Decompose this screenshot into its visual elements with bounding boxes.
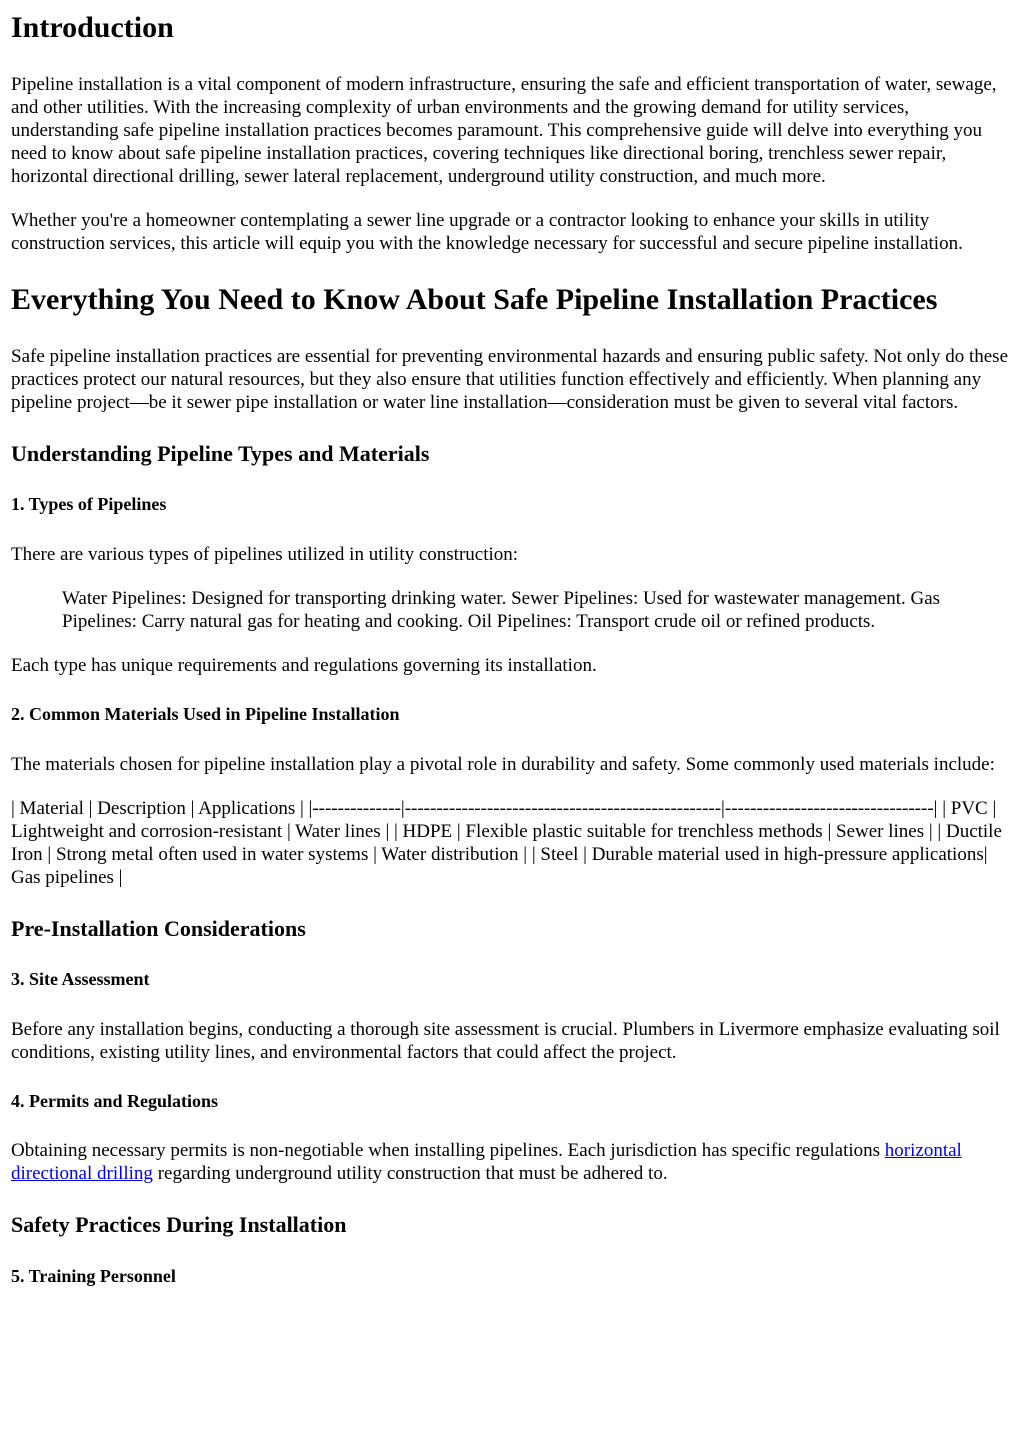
materials-heading: 2. Common Materials Used in Pipeline Installation xyxy=(11,703,400,724)
intro-paragraph-2: Whether you're a homeowner contemplating a sewer line upgrade or a contractor looking to enhance your skills in utility construction services, this article will equip you with the knowledge necessary for successful and secure pipeline installation. xyxy=(11,210,963,254)
types-intro: There are various types of pipelines utilized in utility construction: xyxy=(11,543,519,565)
permits-heading: 4. Permits and Regulations xyxy=(11,1090,218,1111)
intro-paragraph-1: Pipeline installation is a vital component of modern infrastructure, ensuring the safe and efficient transportation of water, sewage, and other utilities. With the increasing complexity of urban environments and the growing demand for utility services, understanding safe pipeline installation practices becomes paramount. This comprehensive guide will delve into everything you need to know about safe pipeline installation practices, covering techniques like directional boring, trenchless sewer repair, horizontal directional drilling, sewer lateral replacement, underground utility construction, and much more. xyxy=(11,74,997,187)
types-heading: 1. Types of Pipelines xyxy=(11,494,167,515)
article xyxy=(0,10,1024,1287)
types-outro: Each type has unique requirements and regulations governing its installation. xyxy=(11,654,597,676)
types-materials-heading: Understanding Pipeline Types and Materials xyxy=(11,441,430,466)
intro-heading: Introduction xyxy=(11,11,174,44)
materials-table-text: | Material | Description | Applications | |--------------|--------------------------------------------------|---------------------------------| | PVC | Lightweight and corrosion-resistant | Water lines | | HDPE | Flexible plastic suitable for trenchless methods | Sewer lines | | Ductile Iron | Strong metal often used in water systems | Water distribution | | Steel | Durable material used in high-pressure applications| Gas pipelines | xyxy=(11,797,1002,888)
pre-install-heading: Pre-Installation Considerations xyxy=(11,915,306,941)
materials-intro: The materials chosen for pipeline installation play a pivotal role in durability and safety. Some commonly used materials include: xyxy=(11,753,995,775)
main-heading: Everything You Need to Know About Safe Pipeline Installation Practices xyxy=(11,283,938,316)
site-assessment-text: Before any installation begins, conducting a thorough site assessment is crucial. Plumbers in Livermore emphasize evaluating soil conditions, existing utility lines, and environmental factors that could affect the project. xyxy=(11,1018,1000,1063)
permits-text-before: Obtaining necessary permits is non-negotiable when installing pipelines. Each jurisdiction has specific regulations xyxy=(11,1140,885,1162)
training-heading: 5. Training Personnel xyxy=(11,1265,176,1286)
types-list: Water Pipelines: Designed for transporting drinking water. Sewer Pipelines: Used for wastewater management. Gas Pipelines: Carry natural gas for heating and cooking. Oil Pipelines: Transport crude oil or refined products. xyxy=(62,587,941,632)
permits-text-after: regarding underground utility construction that must be adhered to. xyxy=(152,1163,668,1185)
site-assessment-heading: 3. Site Assessment xyxy=(11,968,150,989)
safety-heading: Safety Practices During Installation xyxy=(11,1212,347,1238)
main-paragraph-1: Safe pipeline installation practices are essential for preventing environmental hazards and ensuring public safety. Not only do these practices protect our natural resources, but they also ensure that utilities function effectively and efficiently. When planning any pipeline project—be it sewer pipe installation or water line installation—consideration must be given to several vital factors. xyxy=(11,346,1008,413)
horizontal-directional-drilling-link[interactable]: horizontal directional drilling xyxy=(11,1140,962,1185)
permits-text xyxy=(11,1139,1013,1185)
